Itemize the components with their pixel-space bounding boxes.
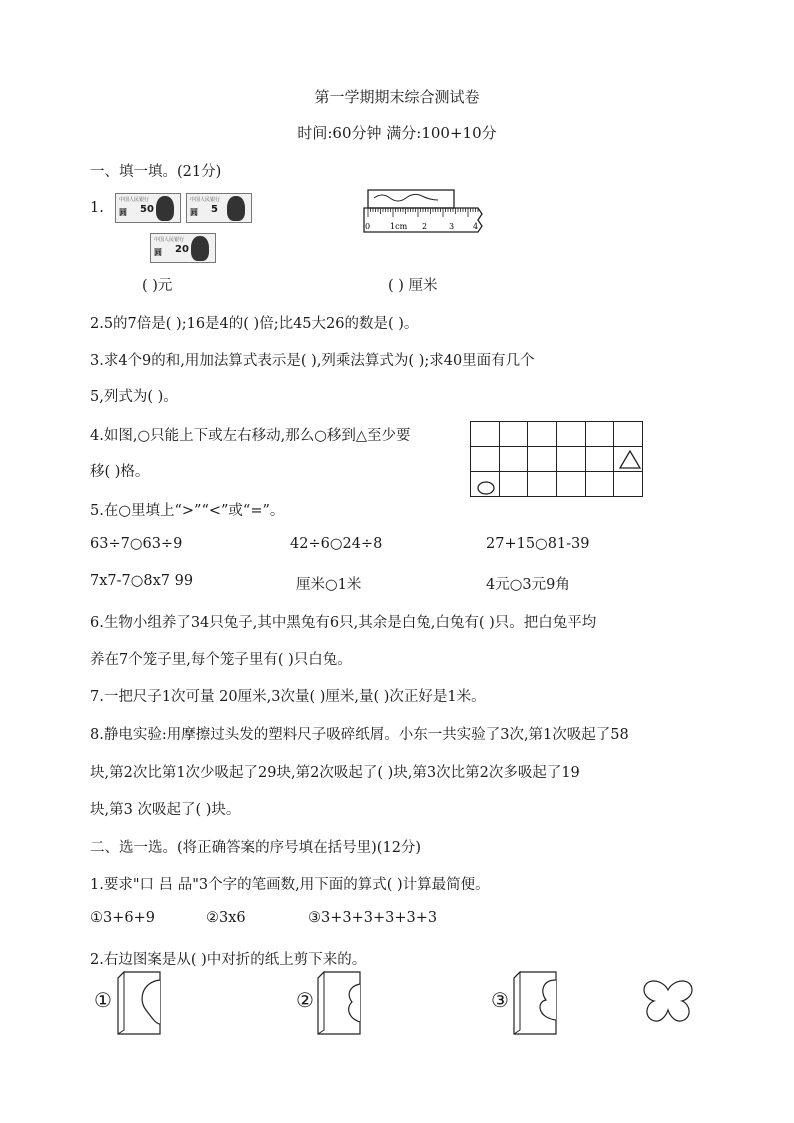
q1-money-answer[interactable]: ( )元	[142, 278, 173, 294]
s2-q1-text: 1.要求"口 吕 品"3个字的笔画数,用下面的算式( )计算最简便。	[90, 877, 490, 893]
triangle-icon	[620, 451, 640, 468]
q4-text-line1: 4.如图,○只能上下或左右移动,那么○移到△至少要	[90, 428, 411, 444]
butterfly-cutout-icon	[638, 976, 698, 1026]
q1-ruler-answer[interactable]: ( ) 厘米	[388, 278, 438, 294]
s2-q2-label-3[interactable]: ③	[491, 988, 509, 1012]
q1-number: 1.	[90, 200, 104, 216]
ruler-label-2: 2	[422, 222, 428, 231]
folded-paper-2	[312, 968, 370, 1038]
circle-icon	[478, 482, 494, 494]
q8-text-line1: 8.静电实验:用摩擦过头发的塑料尺子吸碎纸屑。小东一共实验了3次,第1次吸起了58	[90, 727, 629, 743]
butterfly-outline	[644, 981, 692, 1021]
section1-heading: 一、填一填。(21分)	[90, 164, 222, 180]
q8-text-line2: 块,第2次比第1次少吸起了29块,第2次吸起了( )块,第3次比第2次多吸起了19	[90, 765, 580, 781]
s2-q2-label-1[interactable]: ①	[94, 988, 112, 1012]
cut-shape	[349, 984, 360, 1022]
s2-q1-option-2[interactable]: ②3x6	[206, 910, 246, 926]
section2-heading: 二、选一选。(将正确答案的序号填在括号里)(12分)	[90, 840, 422, 856]
banknote-bank-text: 中国人民银行	[119, 197, 150, 203]
ruler-label-3: 3	[449, 222, 455, 231]
ruler-label-4: 4	[473, 222, 479, 231]
q5-item-1[interactable]: 63÷7○63÷9	[90, 536, 183, 552]
grid-shapes	[470, 421, 646, 503]
page-title: 第一学期期末综合测试卷	[314, 88, 480, 106]
ruler-label-1cm: 1cm	[390, 222, 408, 231]
folded-paper-3	[508, 968, 566, 1038]
q6-text-line1: 6.生物小组养了34只兔子,其中黑兔有6只,其余是白兔,白兔有( )只。把白兔平均	[90, 615, 597, 631]
q5-item-5[interactable]: 厘米○1米	[296, 577, 362, 593]
q8-text-line3: 块,第3 次吸起了( )块。	[90, 802, 241, 818]
ruler-ticks	[368, 208, 478, 217]
object-pattern	[374, 194, 438, 201]
banknote-denomination-emblem: 圆	[119, 208, 127, 217]
banknote-value: 5	[211, 204, 218, 215]
ruler-label-0: 0	[365, 222, 371, 231]
q7-text: 7.一把尺子1次可量 20厘米,3次量( )厘米,量( )次正好是1米。	[90, 689, 486, 705]
q3-text-line1: 3.求4个9的和,用加法算式表示是( ),列乘法算式为( );求40里面有几个	[90, 353, 535, 369]
banknote-5	[186, 193, 252, 223]
s2-q1-option-1[interactable]: ①3+6+9	[90, 910, 155, 926]
s2-q2-label-2[interactable]: ②	[296, 988, 314, 1012]
ruler-figure	[360, 186, 490, 246]
banknote-bank-text: 中国人民银行	[154, 237, 185, 243]
portrait-icon	[156, 196, 174, 221]
banknote-20	[150, 233, 216, 263]
q5-item-3[interactable]: 27+15○81-39	[486, 536, 590, 552]
measured-object	[368, 190, 454, 208]
folded-paper-1	[112, 968, 170, 1038]
q4-text-line2: 移( )格。	[90, 464, 150, 480]
q5-item-2[interactable]: 42÷6○24÷8	[290, 536, 383, 552]
banknote-denomination-emblem: 圆	[154, 248, 162, 257]
banknote-denomination-emblem: 圆	[190, 208, 198, 217]
q6-text-line2: 养在7个笼子里,每个笼子里有( )只白兔。	[90, 652, 352, 668]
portrait-icon	[227, 196, 245, 221]
s2-q2-text: 2.右边图案是从( )中对折的纸上剪下来的。	[90, 952, 367, 968]
q5-item-4[interactable]: 7x7-7○8x7 99	[90, 573, 194, 589]
q3-text-line2: 5,列式为( )。	[90, 389, 178, 405]
q2-text: 2.5的7倍是( );16是4的( )倍;比45大26的数是( )。	[90, 316, 419, 332]
q5-intro: 5.在○里填上“>”“<”或“=”。	[90, 503, 285, 519]
s2-q1-option-3[interactable]: ③3+3+3+3+3+3	[308, 910, 438, 926]
banknote-50	[115, 193, 181, 223]
banknote-value: 20	[175, 244, 189, 255]
portrait-icon	[191, 236, 209, 261]
exam-info: 时间:60分钟 满分:100+10分	[297, 124, 497, 142]
banknote-bank-text: 中国人民银行	[190, 197, 221, 203]
banknote-value: 50	[140, 204, 154, 215]
q5-item-6[interactable]: 4元○3元9角	[486, 577, 570, 593]
